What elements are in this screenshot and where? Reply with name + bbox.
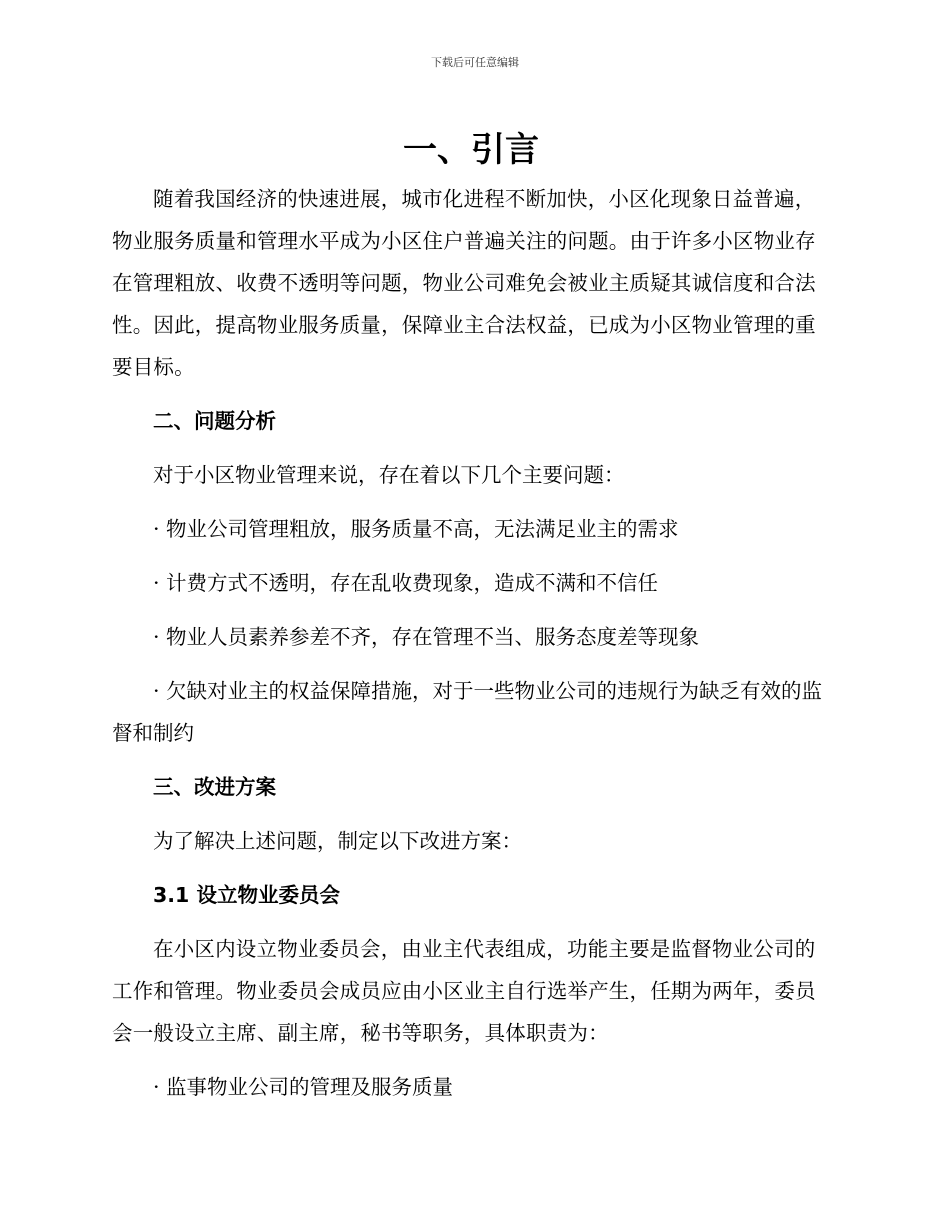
subsection-heading-committee: 3.1 设立物业委员会 xyxy=(153,883,340,907)
bullet-item: · 监事物业公司的管理及服务质量 xyxy=(153,1075,454,1099)
intro-paragraph: 随着我国经济的快速进展，城市化进程不断加快，小区化现象日益普遍，物业服务质量和管理水平成为小区住户普遍关注的问题。由于许多小区物业存在管理粗放、收费不透明等问题，物业公司难免会被业主质疑其诚信度和合法性。因此，提高物业服务质量，保障业主合法权益，已成为小区物业管理的重要目标。 xyxy=(112,187,816,379)
section-heading-problem-analysis: 二、问题分析 xyxy=(153,409,276,433)
header-note: 下载后可任意编辑 xyxy=(431,56,519,69)
section-heading-improvement-plan: 三、改进方案 xyxy=(153,775,276,799)
bullet-item: · 欠缺对业主的权益保障措施，对于一些物业公司的违规行为缺乏有效的监督和制约 xyxy=(112,679,823,745)
section-lead: 为了解决上述问题，制定以下改进方案： xyxy=(153,829,522,853)
section-lead: 对于小区物业管理来说，存在着以下几个主要问题： xyxy=(153,463,625,487)
bullet-item: · 物业人员素养参差不齐，存在管理不当、服务态度差等现象 xyxy=(153,625,700,649)
bullet-item: · 计费方式不透明，存在乱收费现象，造成不满和不信任 xyxy=(153,571,659,595)
page-title: 一、引言 xyxy=(403,130,539,170)
subsection-paragraph: 在小区内设立物业委员会，由业主代表组成，功能主要是监督物业公司的工作和管理。物业委员会成员应由小区业主自行选举产生，任期为两年，委员会一般设立主席、副主席，秘书等职务，具体职责为： xyxy=(112,937,816,1045)
bullet-item: · 物业公司管理粗放，服务质量不高，无法满足业主的需求 xyxy=(153,517,679,541)
document-body xyxy=(112,128,830,1120)
